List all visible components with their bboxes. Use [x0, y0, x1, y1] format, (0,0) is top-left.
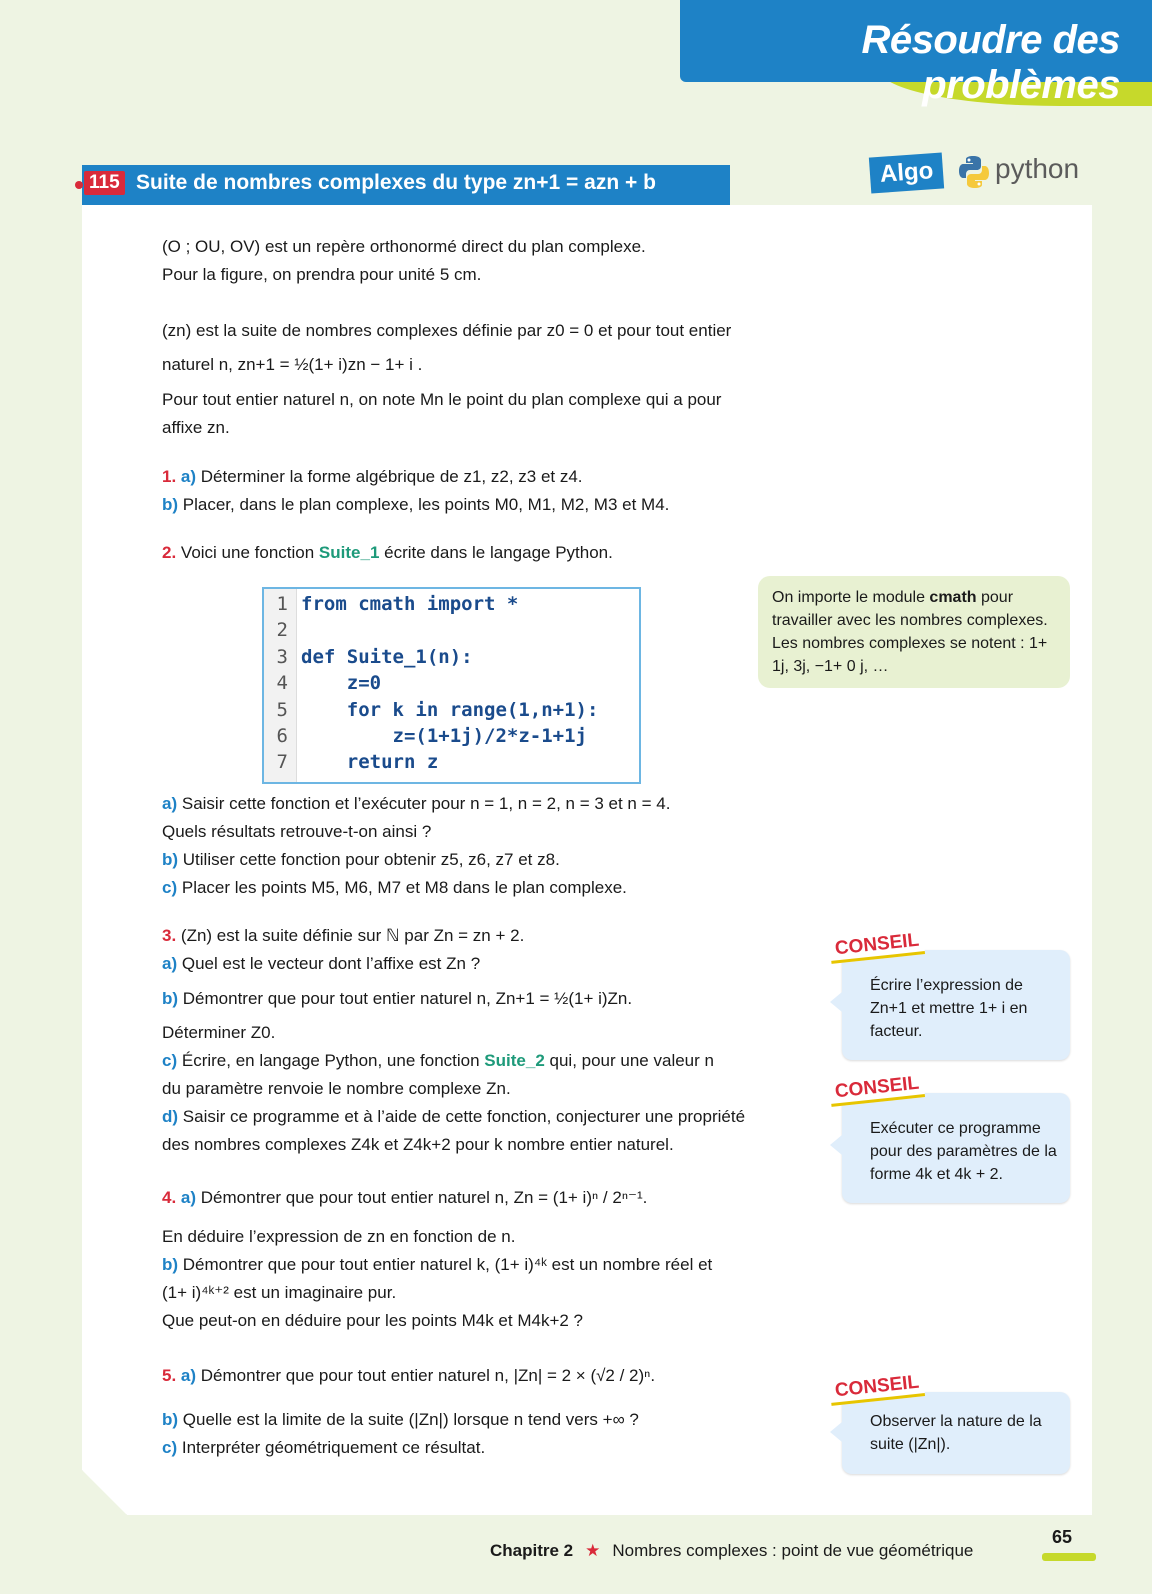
q1-a-text: Déterminer la forme algébrique de z1, z2, z3 et z4.: [200, 467, 583, 486]
q3-a: a) Quel est le vecteur dont l’affixe est Zn ?: [162, 954, 481, 973]
conseil-text: Exécuter ce programme pour des paramètres de la forme 4k et 4k + 2.: [870, 1120, 1057, 1183]
q2-b: b) Utiliser cette fonction pour obtenir z5, z6, z7 et z8.: [162, 850, 560, 869]
q2-func-name: Suite_1: [318, 543, 380, 562]
code-line: 2: [276, 619, 288, 641]
conseil-box: [833, 929, 1070, 1060]
conseil-arrow: [830, 1422, 842, 1442]
conseil-box: [833, 1072, 1070, 1203]
intro-line-3: (zn) est la suite de nombres complexes définie par z0 = 0 et pour tout entier: [162, 321, 732, 340]
q3-b: b) Démontrer que pour tout entier naturel n, Zn+1 = ½(1+ i)Zn.: [162, 989, 633, 1008]
footer-subtitle: Nombres complexes : point de vue géométrique: [612, 1541, 974, 1560]
page-number: 65: [1052, 1527, 1073, 1547]
intro-line-4: naturel n, zn+1 = ½(1+ i)zn − 1+ i .: [162, 355, 423, 374]
q4-b-2: (1+ i)⁴ᵏ⁺² est un imaginaire pur.: [162, 1283, 397, 1302]
q4-a: 4. a) Démontrer que pour tout entier naturel n, Zn = (1+ i)ⁿ / 2ⁿ⁻¹.: [162, 1188, 648, 1207]
q3-c-2: du paramètre renvoie le nombre complexe Zn.: [162, 1079, 511, 1098]
q3-intro: 3. (Zn) est la suite définie sur ℕ par Zn = zn + 2.: [162, 926, 525, 945]
q1-b: [162, 491, 812, 519]
intro-line-1: (O ; OU, OV) est un repère orthonormé direct du plan complexe.: [162, 237, 646, 256]
q2-text-after: écrite dans le langage Python.: [384, 543, 613, 562]
code-line: 1 from cmath import *: [276, 593, 519, 615]
note-box: [758, 576, 1070, 688]
star-icon: ★: [585, 1541, 601, 1560]
q5-b: b) Quelle est la limite de la suite (|Zn|) lorsque n tend vers +∞ ?: [162, 1410, 639, 1429]
q1-b-text: Placer, dans le plan complexe, les points M0, M1, M2, M3 et M4.: [182, 495, 670, 514]
q4-b-3: Que peut-on en déduire pour les points M4k et M4k+2 ?: [162, 1311, 584, 1330]
conseil-arrow: [830, 1135, 842, 1155]
conseil-text: Écrire l’expression de Zn+1 et mettre 1+ i en facteur.: [870, 977, 1028, 1040]
code-line: 7 return z: [276, 751, 439, 773]
intro-line-6: affixe zn.: [162, 418, 230, 437]
code-block: [262, 587, 641, 784]
page-number-bar: [1042, 1553, 1096, 1561]
q2-text-before: Voici une fonction: [180, 543, 315, 562]
code-line: 4 z=0: [276, 672, 382, 694]
q2-c: c) Placer les points M5, M6, M7 et M8 dans le plan complexe.: [162, 878, 627, 897]
q3-c: c) Écrire, en langage Python, une fonction Suite_2 qui, pour une valeur n: [162, 1051, 714, 1070]
page-title: Résoudre des problèmes: [861, 18, 1120, 107]
q5-c: c) Interpréter géométriquement ce résultat.: [162, 1438, 486, 1457]
intro-line-2: Pour la figure, on prendra pour unité 5 cm.: [162, 265, 482, 284]
note-text: On importe le module cmath pour travailler avec les nombres complexes. Les nombres complexes se notent : 1+ 1j, 3j, −1+ 0 j, …: [772, 589, 1048, 675]
conseil-tag: CONSEIL: [829, 929, 926, 964]
code-line: 3 def Suite_1(n):: [276, 646, 473, 668]
exercise-dot: [75, 181, 83, 189]
q1-a-label: a): [180, 467, 197, 486]
exercise-title-bar: [82, 165, 730, 205]
q1-b-label: b): [162, 495, 179, 514]
q3-d: d) Saisir ce programme et à l’aide de cette fonction, conjecturer une propriété: [162, 1107, 746, 1126]
conseil-tag: CONSEIL: [829, 1371, 926, 1406]
q2-a-2: Quels résultats retrouve-t-on ainsi ?: [162, 822, 432, 841]
footer-chapter: Chapitre 2: [490, 1541, 574, 1560]
conseil-text: Observer la nature de la suite (|Zn|).: [870, 1413, 1042, 1453]
footer: [490, 1541, 973, 1561]
conseil-arrow: [830, 992, 842, 1012]
q3-d-2: des nombres complexes Z4k et Z4k+2 pour k nombre entier naturel.: [162, 1135, 674, 1154]
q2-intro: [162, 539, 812, 567]
intro-line-5: Pour tout entier naturel n, on note Mn le point du plan complexe qui a pour: [162, 390, 722, 409]
q4-a-2: En déduire l’expression de zn en fonction de n.: [162, 1227, 516, 1246]
q5-a: 5. a) Démontrer que pour tout entier naturel n, |Zn| = 2 × (√2 / 2)ⁿ.: [162, 1366, 656, 1385]
conseil-box: [833, 1371, 1070, 1474]
q2-a: a) Saisir cette fonction et l’exécuter pour n = 1, n = 2, n = 3 et n = 4.: [162, 794, 671, 813]
q3-b-2: Déterminer Z0.: [162, 1023, 276, 1042]
algo-badge: Algo: [869, 152, 945, 193]
exercise-number: 115: [84, 171, 125, 195]
exercise-title: Suite de nombres complexes du type zn+1 = azn + b: [136, 171, 656, 194]
python-label: python: [995, 153, 1080, 184]
q1-number: 1.: [162, 467, 177, 486]
q1-a: [162, 463, 812, 491]
q2-number: 2.: [162, 543, 177, 562]
code-line: 5 for k in range(1,n+1):: [276, 699, 599, 721]
python-logo-icon: [958, 155, 990, 189]
conseil-tag: CONSEIL: [829, 1072, 926, 1107]
code-line: 6 z=(1+1j)/2*z-1+1j: [276, 725, 587, 747]
q4-b: b) Démontrer que pour tout entier naturel k, (1+ i)⁴ᵏ est un nombre réel et: [162, 1255, 713, 1274]
